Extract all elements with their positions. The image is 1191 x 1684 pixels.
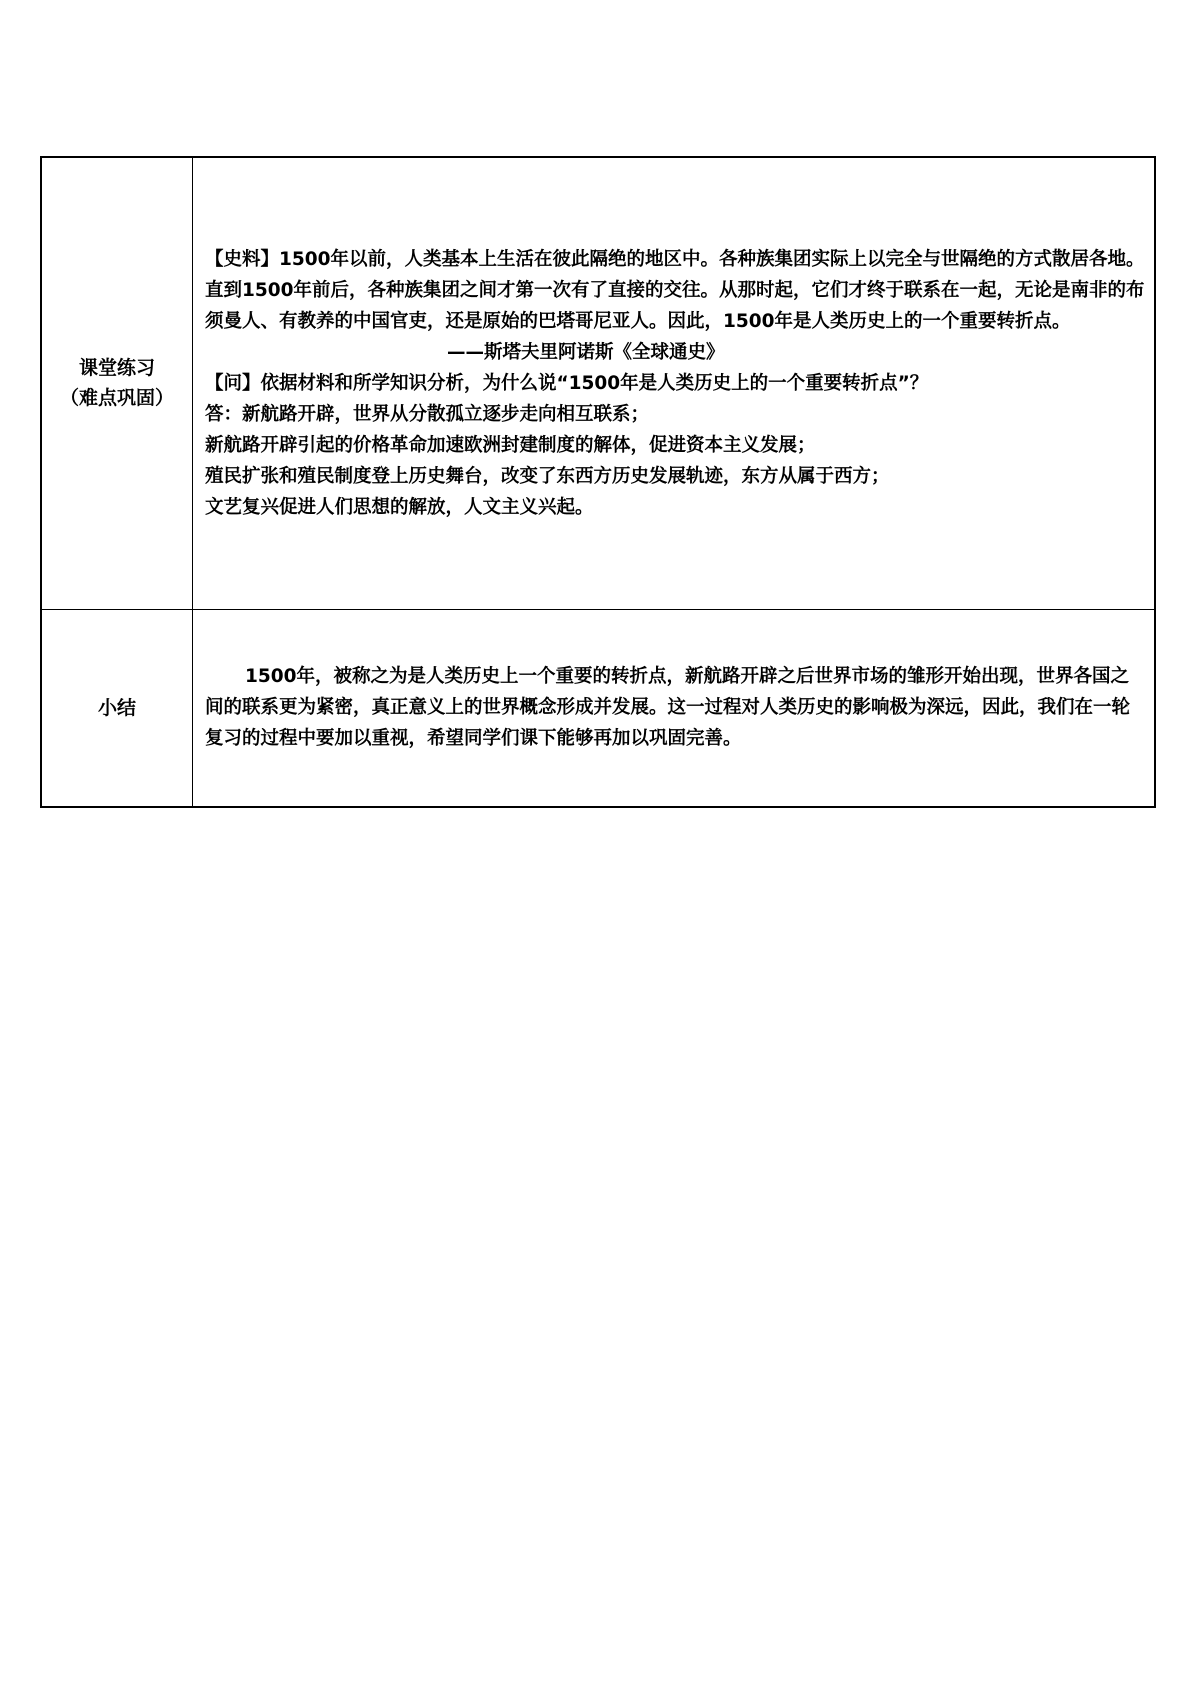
summary-label-cell bbox=[41, 609, 193, 807]
question-text: 【问】依据材料和所学知识分析，为什么说“1500年是人类历史上的一个重要转折点”？ bbox=[205, 372, 929, 394]
summary-text: 1500年，被称之为是人类历史上一个重要的转折点，新航路开辟之后世界市场的雏形开始出现，世界各国之间的联系更为紧密，真正意义上的世界概念形成并发展。这一过程对人类历史的影响极为深远，因此，我们在一轮复习的过程中要加以重视，希望同学们课下能够再加以巩固完善。 bbox=[205, 666, 1131, 750]
summary-row bbox=[41, 609, 1155, 807]
summary-label: 小结 bbox=[97, 696, 136, 719]
answer-line: 殖民扩张和殖民制度登上历史舞台，改变了东西方历史发展轨迹，东方从属于西方； bbox=[205, 465, 890, 487]
practice-label-subtitle: （难点巩固） bbox=[59, 387, 174, 410]
lesson-plan-table bbox=[40, 156, 1156, 808]
answer-line: 文艺复兴促进人们思想的解放，人文主义兴起。 bbox=[205, 496, 594, 518]
practice-label-cell bbox=[41, 157, 193, 609]
answer-line: 新航路开辟引起的价格革命加速欧洲封建制度的解体，促进资本主义发展； bbox=[205, 434, 816, 456]
practice-content-cell bbox=[193, 157, 1156, 609]
material-source-citation: ——斯塔夫里阿诺斯《全球通史》 bbox=[447, 341, 725, 363]
historical-material-text: 【史料】1500年以前，人类基本上生活在彼此隔绝的地区中。各种族集团实际上以完全与世隔绝的方式散居各地。直到1500年前后，各种族集团之间才第一次有了直接的交往。从那时起，它们才终于联系在一起，无论是南非的布须曼人、有教养的中国官吏，还是原始的巴塔哥尼亚人。因此，1500年是人类历史上的一个重要转折点。 bbox=[205, 248, 1145, 332]
practice-label-title: 课堂练习 bbox=[78, 357, 155, 380]
answer-line: 答：新航路开辟，世界从分散孤立逐步走向相互联系； bbox=[205, 403, 650, 425]
practice-row bbox=[41, 157, 1155, 609]
summary-content-cell bbox=[193, 609, 1156, 807]
